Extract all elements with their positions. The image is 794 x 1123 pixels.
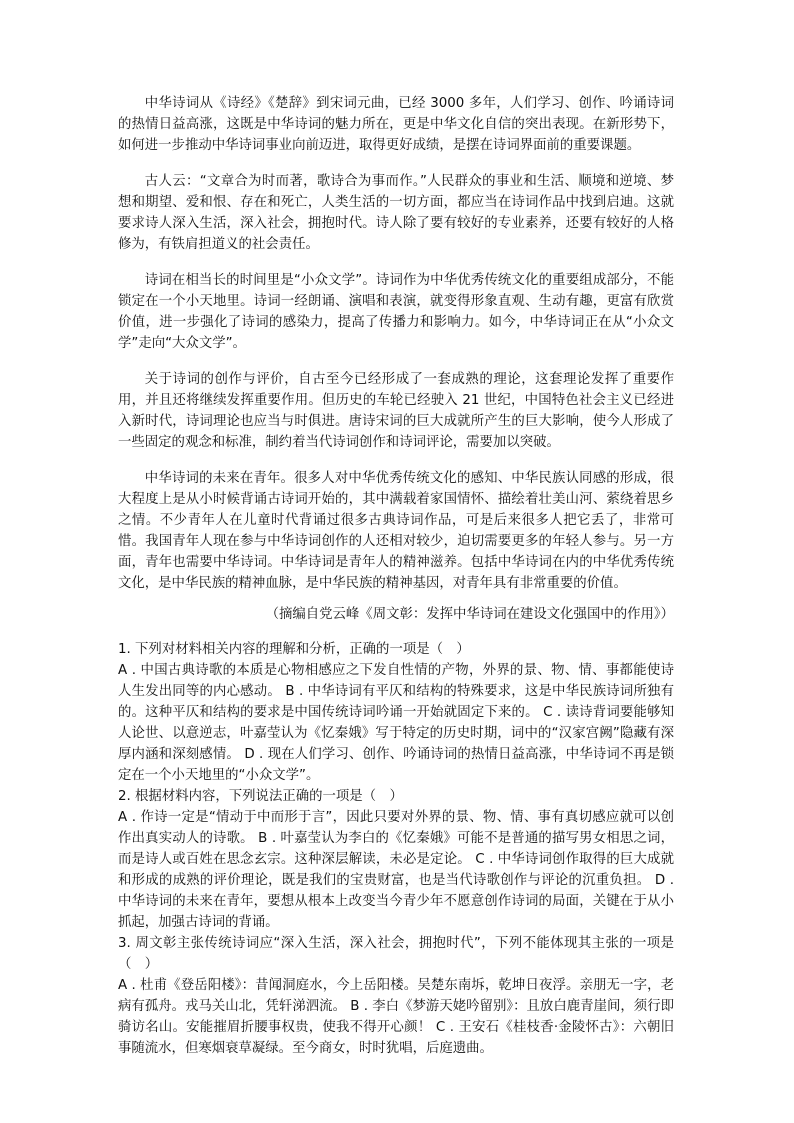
question-2-options: A . 作诗一定是“情动于中而形于言”，因此只要对外界的景、物、情、事有真切感应就可以创作出真实动人的诗歌。 B . 叶嘉莹认为李白的《忆秦娥》可能不是普通的描写男女相思之词，而是诗人或百姓在思念玄宗。这种深层解读，未必是定论。 C . 中华诗词创作取得的巨大成就和形成的成熟的评价理论，既是我们的宝贵财富，也是当代诗歌创作与评论的沉重负担。 D . 中华诗词的未来在青年，要想从根本上改变当今青少年不愿意创作诗词的局面，关键在于从小抓起，加强古诗词的背诵。 <box>118 810 674 930</box>
question-1-options: A . 中国古典诗歌的本质是心物相感应之下发自性情的产物，外界的景、物、情、事都能使诗人生发出同等的内心感动。 B . 中华诗词有平仄和结构的特殊要求，这是中华民族诗词所独有的。这种平仄和结构的要求是中国传统诗词吟诵一开始就固定下来的。 C . 读诗背词要能够知人论世、以意逆志，叶嘉莹认为《忆秦娥》写于特定的历史时期，词中的“汉家宫阙”隐藏有深厚内涵和深刻感情。 D . 现在人们学习、创作、吟诵诗词的热情日益高涨，中华诗词不再是锁定在一个小天地里的“小众文学”。 <box>118 663 674 783</box>
question-3-stem: 3. 周文彰主张传统诗词应“深入生活，深入社会，拥抱时代”，下列不能体现其主张的一项是（ ） <box>118 936 674 972</box>
article-paragraph-2: 古人云：“文章合为时而著，歌诗合为事而作。”人民群众的事业和生活、顺境和逆境、梦想和期望、爱和恨、存在和死亡，人类生活的一切方面，都应当在诗词作品中找到启迪。这就要求诗人深入生活，深入社会，拥抱时代。诗人除了要有较好的专业素养，还要有较好的人格修为，有铁肩担道义的社会责任。 <box>118 174 674 252</box>
article-source: （摘编自党云峰《周文彰：发挥中华诗词在建设文化强国中的作用》） <box>265 607 674 622</box>
article-paragraph-3: 诗词在相当长的时间里是“小众文学”。诗词作为中华优秀传统文化的重要组成部分，不能锁定在一个小天地里。诗词一经朗诵、演唱和表演，就变得形象直观、生动有趣，更富有欣赏价值，进一步强化了诗词的感染力，提高了传播力和影响力。如今，中华诗词正在从“小众文学”走向“大众文学”。 <box>118 273 674 351</box>
question-1-stem: 1. 下列对材料相关内容的理解和分析，正确的一项是（ ） <box>118 642 470 657</box>
question-3-options: A . 杜甫《登岳阳楼》：昔闻洞庭水，今上岳阳楼。吴楚东南坼，乾坤日夜浮。亲朋无一字，老病有孤舟。戎马关山北，凭轩涕泗流。 B . 李白《梦游天姥吟留别》：且放白鹿青崖间，须行即骑访名山。安能摧眉折腰事权贵，使我不得开心颜！ C . 王安石《桂枝香·金陵怀古》：六朝旧事随流水，但寒烟衰草凝绿。至今商女，时时犹唱，后庭遗曲。 <box>118 978 674 1056</box>
article-paragraph-5: 中华诗词的未来在青年。很多人对中华优秀传统文化的感知、中华民族认同感的形成，很大程度上是从小时候背诵古诗词开始的，其中满载着家国情怀、描绘着壮美山河、萦绕着思乡之情。不少青年人在儿童时代背诵过很多古典诗词作品，可是后来很多人把它丢了，非常可惜。我国青年人现在参与中华诗词创作的人还相对较少，迫切需要更多的年轻人参与。另一方面，青年也需要中华诗词。中华诗词是青年人的精神滋养。包括中华诗词在内的中华优秀传统文化，是中华民族的精神血脉，是中华民族的精神基因，对青年具有非常重要的价值。 <box>118 471 674 591</box>
article-paragraph-4: 关于诗词的创作与评价，自古至今已经形成了一套成熟的理论，这套理论发挥了重要作用，并且还将继续发挥重要作用。但历史的车轮已经驶入 21 世纪，中国特色社会主义已经进入新时代，诗词理论也应当与时俱进。唐诗宋词的巨大成就所产生的巨大影响，使今人形成了一些固定的观念和标准，制约着当代诗词创作和诗词评论，需要加以突破。 <box>118 372 674 450</box>
document-page <box>118 93 674 1059</box>
article-paragraph-1: 中华诗词从《诗经》《楚辞》到宋词元曲，已经 3000 多年，人们学习、创作、吟诵诗词的热情日益高涨，这既是中华诗词的魅力所在，更是中华文化自信的突出表现。在新形势下，如何进一步推动中华诗词事业向前迈进，取得更好成绩，是摆在诗词界面前的重要课题。 <box>118 96 674 153</box>
question-2-stem: 2. 根据材料内容，下列说法正确的一项是（ ） <box>118 789 403 804</box>
